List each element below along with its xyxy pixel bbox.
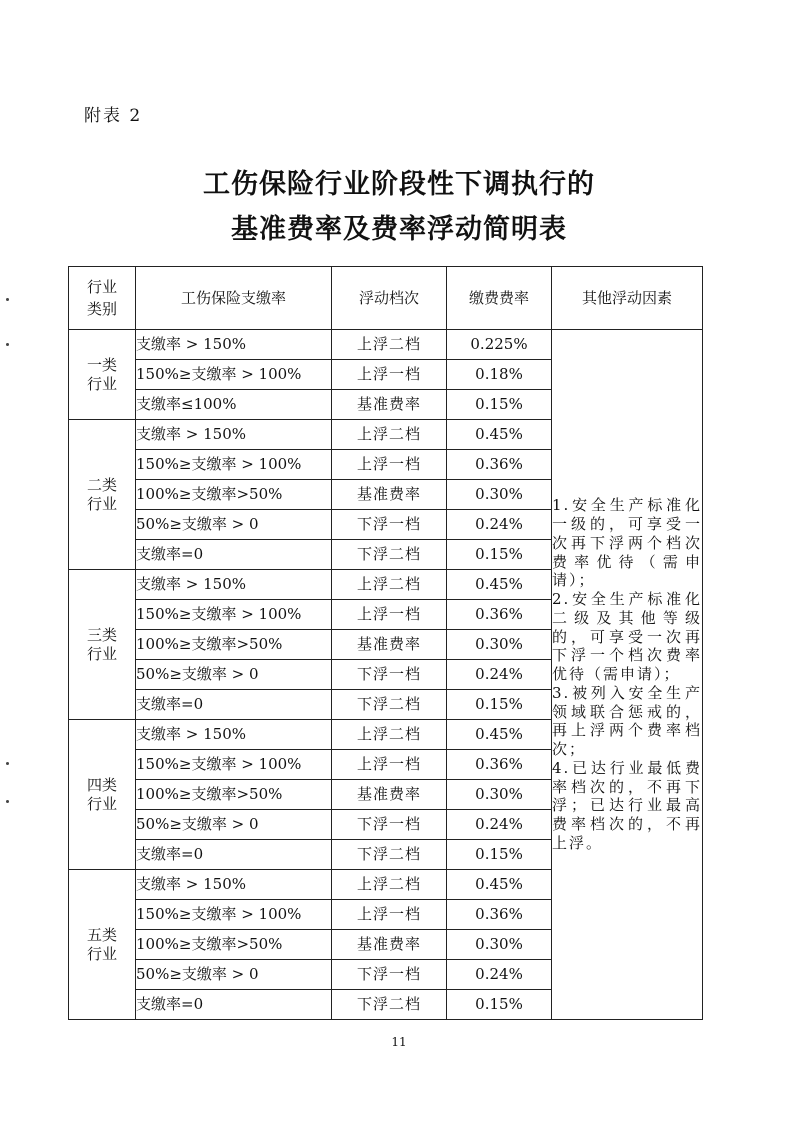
page-number: 11 — [391, 1035, 407, 1049]
category-cell — [69, 330, 136, 420]
fee-cell: 0.24% — [447, 810, 552, 840]
level-cell: 下浮一档 — [332, 810, 447, 840]
fee-cell: 0.15% — [447, 990, 552, 1020]
level-cell: 下浮一档 — [332, 660, 447, 690]
ratio-cell: 支缴率 > 150% — [136, 420, 332, 450]
category-name: 四类行业 — [86, 775, 117, 813]
other-factor-item: 3.被列入安全生产领域联合惩戒的，再上浮两个费率档次； — [552, 683, 702, 759]
level-cell: 下浮二档 — [332, 990, 447, 1020]
ratio-cell: 150%≥支缴率 > 100% — [136, 360, 332, 390]
level-cell: 上浮二档 — [332, 330, 447, 360]
scan-mark — [6, 762, 9, 765]
scan-mark — [6, 343, 9, 346]
ratio-cell: 支缴率=0 — [136, 540, 332, 570]
level-cell: 上浮二档 — [332, 570, 447, 600]
category-name: 三类行业 — [86, 625, 117, 663]
fee-cell: 0.36% — [447, 750, 552, 780]
category-cell — [69, 420, 136, 570]
category-cell — [69, 570, 136, 720]
level-cell: 基准费率 — [332, 390, 447, 420]
ratio-cell: 150%≥支缴率 > 100% — [136, 450, 332, 480]
other-factor-item: 1.安全生产标准化一级的，可享受一次再下浮两个档次费率优待（需申请）； — [552, 496, 702, 590]
fee-cell: 0.18% — [447, 360, 552, 390]
level-cell: 基准费率 — [332, 630, 447, 660]
fee-cell: 0.24% — [447, 960, 552, 990]
other-factors-cell — [552, 330, 703, 1020]
fee-cell: 0.225% — [447, 330, 552, 360]
ratio-cell: 支缴率 > 150% — [136, 870, 332, 900]
fee-cell: 0.15% — [447, 690, 552, 720]
category-name: 五类行业 — [86, 925, 117, 963]
category-cell — [69, 870, 136, 1020]
level-cell: 上浮一档 — [332, 360, 447, 390]
scan-mark — [6, 298, 9, 301]
fee-cell: 0.15% — [447, 390, 552, 420]
ratio-cell: 150%≥支缴率 > 100% — [136, 750, 332, 780]
ratio-cell: 支缴率≤100% — [136, 390, 332, 420]
category-name: 二类行业 — [86, 475, 117, 513]
ratio-cell: 100%≥支缴率>50% — [136, 930, 332, 960]
fee-cell: 0.45% — [447, 420, 552, 450]
ratio-cell: 支缴率=0 — [136, 690, 332, 720]
header-ratio: 工伤保险支缴率 — [136, 267, 332, 330]
ratio-cell: 150%≥支缴率 > 100% — [136, 900, 332, 930]
page-title-line2: 基准费率及费率浮动简明表 — [231, 214, 567, 245]
ratio-cell: 50%≥支缴率 > 0 — [136, 510, 332, 540]
level-cell: 下浮二档 — [332, 840, 447, 870]
level-cell: 上浮一档 — [332, 900, 447, 930]
ratio-cell: 50%≥支缴率 > 0 — [136, 810, 332, 840]
level-cell: 基准费率 — [332, 480, 447, 510]
fee-cell: 0.36% — [447, 450, 552, 480]
level-cell: 基准费率 — [332, 930, 447, 960]
category-cell — [69, 720, 136, 870]
header-category — [69, 267, 136, 330]
ratio-cell: 支缴率 > 150% — [136, 720, 332, 750]
fee-cell: 0.15% — [447, 840, 552, 870]
level-cell: 上浮一档 — [332, 750, 447, 780]
header-row — [69, 267, 703, 330]
ratio-cell: 支缴率 > 150% — [136, 330, 332, 360]
fee-cell: 0.30% — [447, 930, 552, 960]
scan-mark — [6, 800, 9, 803]
ratio-cell: 50%≥支缴率 > 0 — [136, 960, 332, 990]
rate-table — [68, 266, 703, 1020]
header-level: 浮动档次 — [332, 267, 447, 330]
ratio-cell: 支缴率=0 — [136, 990, 332, 1020]
header-other: 其他浮动因素 — [552, 267, 703, 330]
fee-cell: 0.30% — [447, 480, 552, 510]
ratio-cell: 支缴率 > 150% — [136, 570, 332, 600]
header-category-text: 行业类别 — [86, 277, 117, 318]
ratio-cell: 50%≥支缴率 > 0 — [136, 660, 332, 690]
level-cell: 下浮二档 — [332, 690, 447, 720]
category-name: 一类行业 — [86, 355, 117, 393]
header-fee: 缴费费率 — [447, 267, 552, 330]
ratio-cell: 150%≥支缴率 > 100% — [136, 600, 332, 630]
other-factor-item: 4.已达行业最低费率档次的，不再下浮；已达行业最高费率档次的，不再上浮。 — [552, 758, 702, 852]
other-factor-item: 2.安全生产标准化二级及其他等级的，可享受一次再下浮一个档次费率优待（需申请）； — [552, 590, 702, 684]
ratio-cell: 支缴率=0 — [136, 840, 332, 870]
ratio-cell: 100%≥支缴率>50% — [136, 630, 332, 660]
table-row — [69, 330, 703, 360]
fee-cell: 0.45% — [447, 870, 552, 900]
fee-cell: 0.36% — [447, 600, 552, 630]
appendix-label: 附表 2 — [84, 106, 143, 126]
ratio-cell: 100%≥支缴率>50% — [136, 480, 332, 510]
fee-cell: 0.24% — [447, 660, 552, 690]
level-cell: 下浮一档 — [332, 510, 447, 540]
page-title-line1: 工伤保险行业阶段性下调执行的 — [203, 169, 595, 200]
level-cell: 上浮二档 — [332, 420, 447, 450]
level-cell: 上浮一档 — [332, 600, 447, 630]
level-cell: 上浮二档 — [332, 870, 447, 900]
fee-cell: 0.30% — [447, 780, 552, 810]
ratio-cell: 100%≥支缴率>50% — [136, 780, 332, 810]
level-cell: 下浮二档 — [332, 540, 447, 570]
level-cell: 下浮一档 — [332, 960, 447, 990]
fee-cell: 0.45% — [447, 570, 552, 600]
fee-cell: 0.24% — [447, 510, 552, 540]
level-cell: 基准费率 — [332, 780, 447, 810]
fee-cell: 0.45% — [447, 720, 552, 750]
fee-cell: 0.15% — [447, 540, 552, 570]
fee-cell: 0.36% — [447, 900, 552, 930]
level-cell: 上浮一档 — [332, 450, 447, 480]
fee-cell: 0.30% — [447, 630, 552, 660]
level-cell: 上浮二档 — [332, 720, 447, 750]
